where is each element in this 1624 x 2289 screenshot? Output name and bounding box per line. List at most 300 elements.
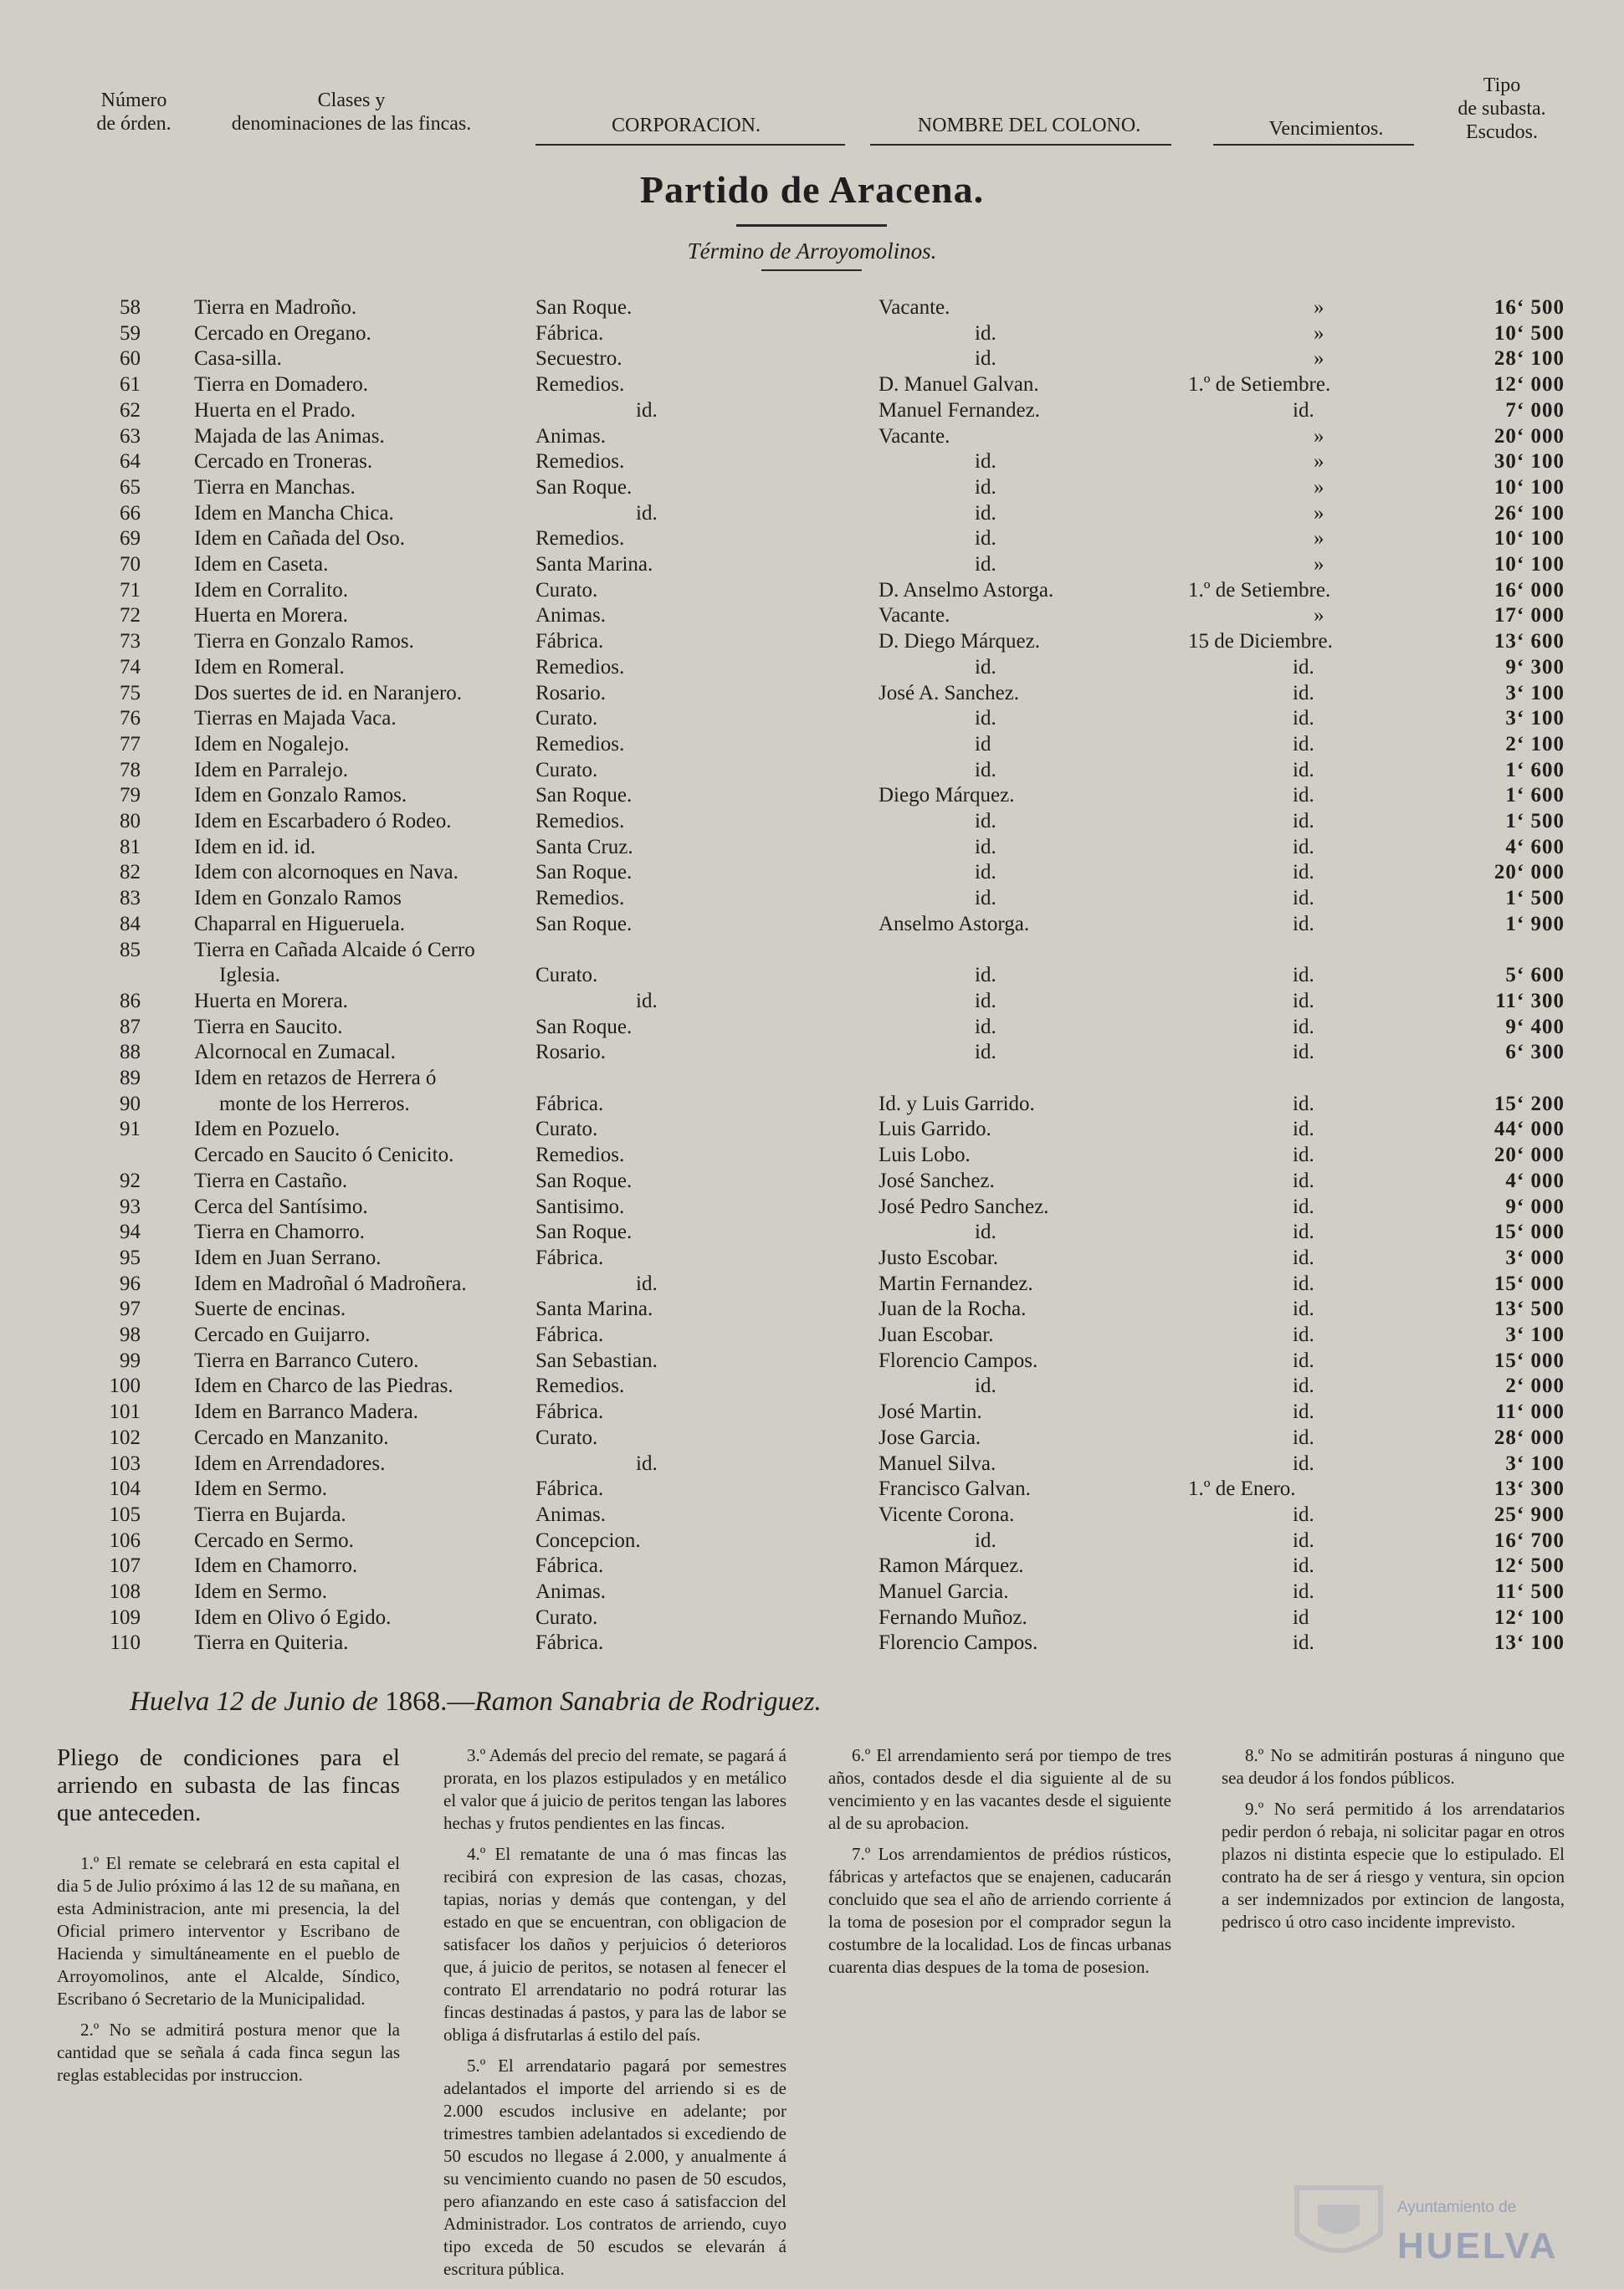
row-tipo: 10‘ 500: [1493, 321, 1565, 345]
row-numero: 107: [109, 1554, 141, 1578]
row-corporacion: San Roque.: [535, 1169, 633, 1192]
table-row: [0, 577, 1624, 603]
row-corporacion: Rosario.: [535, 1041, 607, 1064]
row-corporacion: Remedios.: [535, 527, 625, 550]
row-colono: Manuel Fernandez.: [879, 398, 1040, 422]
row-colono: Ramon Márquez.: [879, 1554, 1024, 1578]
row-vencimiento: id.: [1293, 887, 1314, 910]
row-tipo: 10‘ 100: [1493, 527, 1565, 550]
row-tipo: 9‘ 400: [1505, 1015, 1565, 1038]
table-row: [0, 397, 1624, 423]
row-corporacion: San Roque.: [535, 784, 633, 807]
condition-1: 1.º El remate se celebrará en esta capital el dia 5 de Julio próximo á las 12 de su mañana, en esta Administracion, ante mi presencia, la del Oficial primero interventor y Escribano de Hacienda y simultáneamente en el pueblo de Arroyomolinos, ante el Alcalde, Síndico, Escribano ó Secretario de la Municipalidad.: [57, 1853, 400, 2009]
row-numero: 81: [120, 835, 141, 858]
row-tipo: 2‘ 000: [1505, 1375, 1565, 1398]
row-clase: Idem en Gonzalo Ramos.: [194, 784, 407, 807]
row-numero: 77: [120, 732, 141, 755]
row-clase: Cercado en Oregano.: [194, 321, 371, 345]
row-tipo: 13‘ 600: [1493, 630, 1565, 653]
row-vencimiento: »: [1314, 321, 1324, 345]
row-colono: D. Anselmo Astorga.: [879, 578, 1054, 602]
row-corporacion: San Roque.: [535, 1221, 633, 1244]
table-row: [0, 911, 1624, 937]
row-colono: id.: [975, 655, 996, 679]
table-row: [0, 474, 1624, 500]
watermark-line2: HUELVA: [1397, 2225, 1559, 2266]
row-corporacion: id.: [636, 501, 658, 525]
row-colono: Martin Fernandez.: [879, 1272, 1033, 1295]
row-colono: Vicente Corona.: [879, 1503, 1015, 1526]
row-colono: Vacante.: [879, 296, 950, 319]
row-tipo: 3‘ 100: [1505, 1452, 1565, 1475]
row-tipo: 3‘ 100: [1505, 707, 1565, 730]
row-tipo: 10‘ 100: [1493, 475, 1565, 499]
row-colono: Manuel Garcia.: [879, 1580, 1009, 1603]
row-corporacion: Santa Cruz.: [535, 835, 633, 858]
row-vencimiento: id.: [1293, 964, 1314, 987]
row-tipo: 30‘ 100: [1493, 450, 1565, 474]
table-row: [0, 320, 1624, 346]
row-numero: 66: [120, 501, 141, 525]
row-tipo: 3‘ 000: [1505, 1246, 1565, 1269]
header-rule: [870, 144, 1171, 146]
row-corporacion: Remedios.: [535, 655, 625, 679]
row-colono: Florencio Campos.: [879, 1631, 1038, 1655]
row-clase: Idem en Romeral.: [194, 655, 345, 679]
row-numero: 58: [120, 296, 141, 319]
row-vencimiento: id.: [1293, 1401, 1314, 1424]
row-clase: Idem en Escarbadero ó Rodeo.: [194, 810, 452, 832]
row-colono: Justo Escobar.: [879, 1246, 999, 1269]
row-colono: id.: [975, 810, 996, 832]
row-clase: Idem en id. id.: [194, 835, 316, 858]
row-vencimiento: id.: [1293, 758, 1314, 781]
row-vencimiento: 1.º de Setiembre.: [1188, 578, 1331, 602]
row-numero: 103: [109, 1452, 141, 1475]
row-tipo: 12‘ 000: [1493, 373, 1565, 397]
row-colono: id.: [975, 861, 996, 884]
row-tipo: 16‘ 000: [1493, 578, 1565, 602]
row-corporacion: Santa Marina.: [535, 1298, 653, 1321]
row-corporacion: Fábrica.: [535, 1246, 604, 1269]
row-colono: id.: [975, 527, 996, 550]
table-row: [0, 1142, 1624, 1168]
row-tipo: 1‘ 500: [1505, 810, 1565, 832]
row-clase: Cercado en Guijarro.: [194, 1324, 371, 1346]
table-row: [0, 423, 1624, 449]
table-row: [0, 1373, 1624, 1399]
row-clase: Idem con alcornoques en Nava.: [194, 861, 459, 884]
row-numero: 93: [120, 1195, 141, 1218]
row-clase: Idem en Parralejo.: [194, 758, 348, 781]
row-numero: 90: [120, 1092, 141, 1115]
row-corporacion: Fábrica.: [535, 321, 604, 345]
row-corporacion: San Roque.: [535, 1015, 633, 1038]
row-colono: Juan Escobar.: [879, 1324, 994, 1346]
row-clase: Idem en Juan Serrano.: [194, 1246, 382, 1269]
row-corporacion: Fábrica.: [535, 1401, 604, 1424]
row-numero: 110: [110, 1631, 141, 1655]
row-tipo: 9‘ 000: [1505, 1195, 1565, 1218]
signature-name: Ramon Sanabria de Rodriguez.: [474, 1687, 822, 1717]
row-clase: Cercado en Saucito ó Cenicito.: [194, 1144, 454, 1167]
row-vencimiento: »: [1314, 553, 1324, 576]
row-vencimiento: id.: [1293, 861, 1314, 884]
table-row: [0, 1296, 1624, 1322]
row-tipo: 4‘ 600: [1505, 835, 1565, 858]
table-row: [0, 1194, 1624, 1220]
table-row: [0, 1476, 1624, 1502]
row-colono: id.: [975, 1015, 996, 1038]
row-vencimiento: id.: [1293, 1426, 1314, 1449]
watermark-line1: Ayuntamiento de: [1397, 2199, 1517, 2216]
table-row: [0, 1579, 1624, 1605]
row-vencimiento: »: [1314, 296, 1324, 319]
row-vencimiento: id.: [1293, 1246, 1314, 1269]
row-colono: Anselmo Astorga.: [879, 912, 1030, 935]
row-colono: Vacante.: [879, 604, 950, 627]
table-row: [0, 782, 1624, 808]
row-numero: 72: [120, 604, 141, 627]
row-tipo: 15‘ 000: [1493, 1221, 1565, 1244]
row-numero: 108: [109, 1580, 141, 1603]
row-corporacion: Fábrica.: [535, 1554, 604, 1578]
row-tipo: 20‘ 000: [1493, 424, 1565, 448]
row-colono: id.: [975, 450, 996, 474]
row-tipo: 7‘ 000: [1505, 398, 1565, 422]
row-clase: Idem en Barranco Madera.: [194, 1401, 418, 1424]
row-colono: id.: [975, 501, 996, 525]
row-numero: 97: [120, 1298, 141, 1321]
row-clase: Tierra en Gonzalo Ramos.: [194, 630, 414, 653]
row-clase: Cercado en Troneras.: [194, 450, 373, 474]
row-colono: Diego Márquez.: [879, 784, 1015, 807]
row-corporacion: Concepcion.: [535, 1529, 641, 1552]
row-colono: id.: [975, 835, 996, 858]
header-numero: Número de órden.: [96, 90, 172, 135]
row-tipo: 1‘ 600: [1505, 784, 1565, 807]
row-colono: Manuel Silva.: [879, 1452, 996, 1475]
condition-7: 7.º Los arrendamientos de prédios rústicos, fábricas y artefactos que se enajenen, caducarán concluido que sea el año de arriendo corriente á la toma de posesion por el comprador segun la costumbre de la localidad. Los de fincas urbanas cuarenta dias despues de la toma de posesion.: [828, 1844, 1171, 1977]
row-tipo: 13‘ 100: [1493, 1631, 1565, 1655]
row-clase: Suerte de encinas.: [194, 1298, 346, 1321]
row-vencimiento: id: [1293, 1605, 1309, 1629]
row-corporacion: Secuestro.: [535, 347, 622, 371]
row-vencimiento: id.: [1293, 1452, 1314, 1475]
row-colono: id.: [975, 758, 996, 781]
table-row: [0, 1605, 1624, 1631]
row-colono: José Sanchez.: [879, 1169, 995, 1192]
row-vencimiento: »: [1314, 424, 1324, 448]
row-colono: id.: [975, 347, 996, 371]
row-clase: Dos suertes de id. en Naranjero.: [194, 681, 463, 704]
table-row: [0, 808, 1624, 834]
conditions-column-3: [828, 1744, 1171, 1987]
row-corporacion: San Roque.: [535, 861, 633, 884]
table-row: [0, 1502, 1624, 1528]
row-corporacion: San Roque.: [535, 296, 633, 319]
row-vencimiento: 1.º de Enero.: [1188, 1477, 1296, 1501]
row-numero: 84: [120, 912, 141, 935]
table-row: [0, 1039, 1624, 1065]
row-clase: Idem en Cañada del Oso.: [194, 527, 406, 550]
row-vencimiento: id.: [1293, 1144, 1314, 1167]
condition-6: 6.º El arrendamiento será por tiempo de tres años, contados desde el dia siguiente al de su vencimiento y en las vacantes desde el siguiente al de su aprobacion.: [828, 1745, 1171, 1833]
row-tipo: 26‘ 100: [1493, 501, 1565, 525]
row-tipo: 6‘ 300: [1505, 1041, 1565, 1064]
row-clase: Idem en Arrendadores.: [194, 1452, 386, 1475]
row-corporacion: Curato.: [535, 1118, 598, 1141]
row-colono: id.: [975, 553, 996, 576]
row-corporacion: Fábrica.: [535, 1477, 604, 1501]
row-numero: 80: [120, 810, 141, 832]
row-numero: 104: [109, 1477, 141, 1501]
row-corporacion: id.: [636, 398, 658, 422]
row-vencimiento: 15 de Diciembre.: [1188, 630, 1333, 653]
row-clase: Tierra en Barranco Cutero.: [194, 1349, 419, 1372]
row-corporacion: Santisimo.: [535, 1195, 625, 1218]
row-numero: 94: [120, 1221, 141, 1244]
conditions-column-4: [1222, 1744, 1565, 1942]
header-colono: NOMBRE DEL COLONO.: [917, 115, 1141, 136]
table-row: [0, 551, 1624, 577]
row-corporacion: Fábrica.: [535, 1631, 604, 1655]
row-colono: id.: [975, 475, 996, 499]
condition-8: 8.º No se admitirán posturas á ninguno que sea deudor á los fondos públicos.: [1222, 1745, 1565, 1788]
row-colono: id: [975, 732, 991, 755]
row-colono: id.: [975, 1529, 996, 1552]
row-vencimiento: »: [1314, 475, 1324, 499]
row-colono: Luis Garrido.: [879, 1118, 991, 1141]
row-vencimiento: id.: [1293, 1298, 1314, 1321]
row-vencimiento: id.: [1293, 1118, 1314, 1141]
row-tipo: 11‘ 000: [1495, 1401, 1565, 1424]
table-row: [0, 602, 1624, 628]
row-clase: Tierra en Cañada Alcaide ó Cerro: [194, 938, 475, 961]
row-numero: 95: [120, 1246, 141, 1269]
row-tipo: 13‘ 300: [1493, 1477, 1565, 1501]
table-row: [0, 1451, 1624, 1477]
table-row: [0, 294, 1624, 320]
table-row: [0, 731, 1624, 757]
condition-2: 2.º No se admitirá postura menor que la cantidad que se señala á cada finca segun las reglas establecidas por instruccion.: [57, 2020, 400, 2085]
row-corporacion: Curato.: [535, 1426, 598, 1449]
row-clase: Cercado en Manzanito.: [194, 1426, 389, 1449]
row-tipo: 11‘ 500: [1495, 1580, 1565, 1603]
row-corporacion: San Sebastian.: [535, 1349, 658, 1372]
conditions-column-2: [443, 1744, 786, 2289]
row-tipo: 3‘ 100: [1505, 1324, 1565, 1346]
row-numero: 82: [120, 861, 141, 884]
row-clase: Tierra en Domadero.: [194, 373, 369, 397]
row-clase: Idem en retazos de Herrera ó: [194, 1067, 437, 1089]
row-numero: 85: [120, 938, 141, 961]
table-row: [0, 448, 1624, 474]
row-numero: 102: [109, 1426, 141, 1449]
row-numero: 89: [120, 1067, 141, 1089]
row-corporacion: Remedios.: [535, 732, 625, 755]
row-clase: Tierra en Quiteria.: [194, 1631, 349, 1655]
row-corporacion: Remedios.: [535, 887, 625, 910]
row-vencimiento: id.: [1293, 1529, 1314, 1552]
table-row: [0, 1322, 1624, 1348]
table-row: [0, 500, 1624, 526]
row-corporacion: Fábrica.: [535, 1324, 604, 1346]
condition-5: 5.º El arrendatario pagará por semestres adelantados el importe del arriendo si es de 2.000 escudos inclusive en adelante; por trimestres tambien adelantados si excediendo de 50 escudos no llegase á 2.000, y anualmente á su vencimiento cuando no pasen de 50 escudos, pero afianzando en este caso á satisfaccion del Administrador. Los contratos de arriendo, cuyo tipo exceda de 50 escudos se elevarán á escritura pública.: [443, 2056, 786, 2279]
row-vencimiento: id.: [1293, 1092, 1314, 1115]
row-numero: 62: [120, 398, 141, 422]
row-colono: Juan de la Rocha.: [879, 1298, 1027, 1321]
table-row: [0, 1271, 1624, 1297]
signature-dash: —: [447, 1687, 475, 1717]
row-vencimiento: id.: [1293, 1349, 1314, 1372]
row-tipo: 1‘ 500: [1505, 887, 1565, 910]
row-colono: D. Diego Márquez.: [879, 630, 1040, 653]
row-corporacion: San Roque.: [535, 475, 633, 499]
row-colono: Francisco Galvan.: [879, 1477, 1031, 1501]
row-tipo: 4‘ 000: [1505, 1169, 1565, 1192]
row-clase: Idem en Madroñal ó Madroñera.: [194, 1272, 467, 1295]
row-vencimiento: id.: [1293, 1631, 1314, 1655]
row-numero: 74: [120, 655, 141, 679]
row-corporacion: Fábrica.: [535, 1092, 604, 1115]
row-vencimiento: id.: [1293, 681, 1314, 704]
table-row: [0, 1553, 1624, 1579]
row-clase: Tierra en Chamorro.: [194, 1221, 365, 1244]
row-numero: 105: [109, 1503, 141, 1526]
row-vencimiento: »: [1314, 450, 1324, 474]
row-tipo: 13‘ 500: [1493, 1298, 1565, 1321]
row-vencimiento: »: [1314, 604, 1324, 627]
row-clase: Idem en Mancha Chica.: [194, 501, 394, 525]
row-numero: 61: [120, 373, 141, 397]
row-numero: 79: [120, 784, 141, 807]
table-row: [0, 1528, 1624, 1554]
row-tipo: 15‘ 000: [1493, 1349, 1565, 1372]
table-row: [0, 705, 1624, 731]
page-subtitle: Término de Arroyomolinos.: [687, 238, 937, 264]
conditions-column-1: [57, 1744, 400, 2095]
row-vencimiento: id.: [1293, 989, 1314, 1012]
row-clase: Majada de las Animas.: [194, 424, 385, 448]
row-corporacion: Remedios.: [535, 810, 625, 832]
row-clase: Tierra en Saucito.: [194, 1015, 343, 1038]
row-clase: Tierra en Madroño.: [194, 296, 357, 319]
row-numero: 60: [120, 347, 141, 371]
row-tipo: 10‘ 100: [1493, 553, 1565, 576]
row-clase: Tierra en Manchas.: [194, 475, 356, 499]
row-corporacion: Remedios.: [535, 1144, 625, 1167]
signature-line: [130, 1687, 822, 1718]
row-colono: Florencio Campos.: [879, 1349, 1038, 1372]
row-clase: Idem en Olivo ó Egido.: [194, 1605, 392, 1629]
row-vencimiento: id.: [1293, 398, 1314, 422]
table-row: [0, 1245, 1624, 1271]
row-vencimiento: id.: [1293, 835, 1314, 858]
table-row: [0, 1091, 1624, 1117]
table-row: [0, 1399, 1624, 1425]
table-row: [0, 1116, 1624, 1142]
table-row: [0, 988, 1624, 1014]
row-vencimiento: »: [1314, 501, 1324, 525]
row-clase: Alcornocal en Zumacal.: [194, 1041, 396, 1064]
table-row: [0, 654, 1624, 680]
page-title: Partido de Aracena.: [639, 168, 985, 211]
row-colono: José A. Sanchez.: [879, 681, 1020, 704]
row-clase: Iglesia.: [219, 964, 280, 987]
row-tipo: 16‘ 700: [1493, 1529, 1565, 1552]
row-tipo: 20‘ 000: [1493, 861, 1565, 884]
row-numero: 92: [120, 1169, 141, 1192]
row-tipo: 20‘ 000: [1493, 1144, 1565, 1167]
row-colono: id.: [975, 989, 996, 1012]
row-corporacion: Curato.: [535, 578, 598, 602]
table-row: [0, 962, 1624, 988]
row-clase: Idem en Caseta.: [194, 553, 329, 576]
row-colono: D. Manuel Galvan.: [879, 373, 1039, 397]
row-corporacion: Fábrica.: [535, 630, 604, 653]
row-corporacion: Curato.: [535, 758, 598, 781]
row-colono: id.: [975, 1221, 996, 1244]
table-row: [0, 1065, 1624, 1091]
header-rule: [1213, 144, 1414, 146]
row-clase: Huerta en el Prado.: [194, 398, 356, 422]
title-ornament: [736, 224, 887, 227]
row-corporacion: Curato.: [535, 1605, 598, 1629]
condition-3: 3.º Además del precio del remate, se pagará á prorata, en los plazos estipulados y en metálico el valor que á juicio de peritos tengan las labores hechas y frutos pendientes en las fincas.: [443, 1745, 786, 1833]
row-clase: Idem en Corralito.: [194, 578, 348, 602]
row-clase: Casa-silla.: [194, 347, 282, 371]
row-corporacion: Curato.: [535, 964, 598, 987]
row-vencimiento: id.: [1293, 732, 1314, 755]
row-tipo: 44‘ 000: [1493, 1118, 1565, 1141]
row-colono: Jose Garcia.: [879, 1426, 981, 1449]
row-numero: 59: [120, 321, 141, 345]
row-colono: Luis Lobo.: [879, 1144, 971, 1167]
row-vencimiento: id.: [1293, 707, 1314, 730]
row-corporacion: San Roque.: [535, 912, 633, 935]
row-numero: 101: [109, 1401, 141, 1424]
row-numero: 71: [120, 578, 141, 602]
table-row: [0, 1348, 1624, 1374]
row-tipo: 28‘ 100: [1493, 347, 1565, 371]
row-tipo: 5‘ 600: [1505, 964, 1565, 987]
header-corporacion: CORPORACION.: [611, 115, 761, 136]
row-clase: Huerta en Morera.: [194, 989, 348, 1012]
row-corporacion: id.: [636, 989, 658, 1012]
row-clase: Tierra en Bujarda.: [194, 1503, 346, 1526]
row-corporacion: Animas.: [535, 424, 607, 448]
row-vencimiento: id.: [1293, 1503, 1314, 1526]
table-row: [0, 834, 1624, 860]
row-colono: id.: [975, 1375, 996, 1398]
row-vencimiento: id.: [1293, 1272, 1314, 1295]
row-tipo: 11‘ 300: [1495, 989, 1565, 1012]
row-clase: Idem en Sermo.: [194, 1477, 327, 1501]
row-corporacion: Remedios.: [535, 1375, 625, 1398]
row-colono: id.: [975, 887, 996, 910]
table-row: [0, 371, 1624, 397]
row-vencimiento: id.: [1293, 1169, 1314, 1192]
row-tipo: 25‘ 900: [1493, 1503, 1565, 1526]
row-vencimiento: id.: [1293, 1580, 1314, 1603]
row-vencimiento: id.: [1293, 1221, 1314, 1244]
row-vencimiento: id.: [1293, 1375, 1314, 1398]
row-corporacion: Rosario.: [535, 681, 607, 704]
row-numero: 78: [120, 758, 141, 781]
row-numero: 106: [109, 1529, 141, 1552]
row-corporacion: Remedios.: [535, 373, 625, 397]
